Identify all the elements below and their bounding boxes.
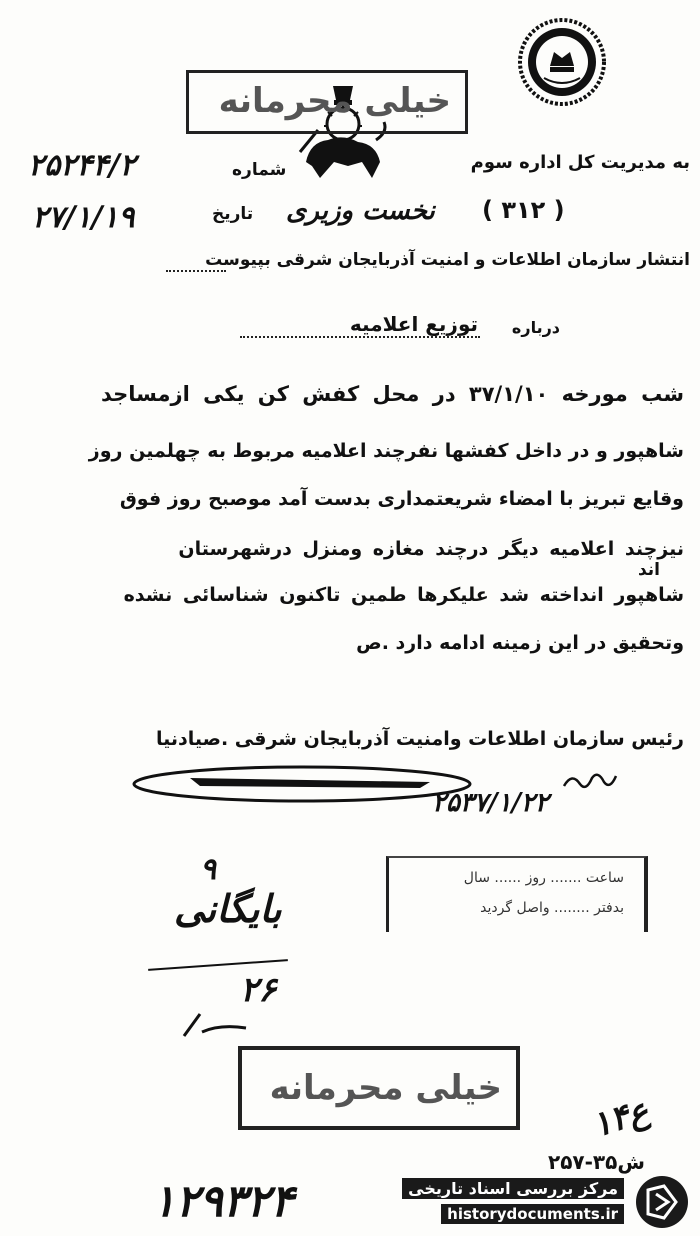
margin-note: ۱۴ع <box>587 1090 654 1146</box>
top-stamp-text: خیلی محرمانه <box>218 81 451 121</box>
signature-line: رئیس سازمان اطلاعات وامنیت آذربایجان شرقی .صیادنیا <box>155 728 684 750</box>
top-classification-stamp <box>186 70 468 134</box>
body-line-1: شب مورخه ۳۷/۱/۱۰ در محل کفش کن یکی ازمساجد <box>101 382 684 406</box>
sender-dotted-line <box>166 270 226 272</box>
hand-note-count: ۲۶ <box>240 970 277 1010</box>
watermark-url: historydocuments.ir <box>441 1204 624 1224</box>
body-line-6: وتحقیق در این زمینه ادامه دارد .ص <box>356 632 684 654</box>
receipt-stamp <box>386 856 648 932</box>
watermark-logo <box>634 1174 690 1230</box>
bottom-stamp-text: خیلی محرمانه <box>269 1068 502 1108</box>
body-insert-word: اند <box>637 560 660 580</box>
signature-scribble <box>560 768 620 794</box>
receipt-line-2: بدفتر ........ واصل گردید <box>480 900 624 916</box>
round-seal-emblem <box>518 18 606 106</box>
hand-stroke <box>180 1010 250 1040</box>
body-line-2: شاهپور و در داخل کفشها نفرچند اعلامیه مربوط به چهلمین روز <box>88 440 684 462</box>
subject-value: توزیع اعلامیه <box>349 312 478 336</box>
body-line-4: نیزچند اعلامیه دیگر درچند مغازه ومنزل درشهرستان <box>178 538 684 560</box>
number-value: ۲۵۲۴۴/۲ <box>28 148 136 183</box>
office-title: نخست وزیری <box>286 196 435 226</box>
watermark-title: مرکز بررسی اسناد تاریخی <box>402 1178 624 1199</box>
file-code: ۲۵۷-۳۵ش <box>548 1150 645 1174</box>
serial-number: ۱۲۹۳۲۴ <box>152 1176 294 1227</box>
number-label: شماره <box>232 160 287 180</box>
addressee: به مدیریت کل اداره سوم <box>470 152 690 173</box>
body-line-3: وقایع تبریز با امضاء شریعتمداری بدست آمد موصبح روز فوق <box>119 488 684 510</box>
hand-note-archive: بایگانی <box>174 886 282 931</box>
date-label: تاریخ <box>212 204 254 224</box>
receipt-line-1: ساعت ....... روز ...... سال <box>463 870 624 886</box>
sender-line: انتشار سازمان اطلاعات و امنیت آذربایجان شرقی بپیوست <box>205 250 690 270</box>
redaction-oval <box>130 764 474 804</box>
received-date-note: ۲۵۳۷/۱/۲۲ <box>432 788 549 818</box>
watermark <box>410 1174 700 1230</box>
hand-note-number: ۹ <box>200 852 217 887</box>
subject-dotted-line <box>240 336 480 338</box>
document-code: ( ۳۱۲ ) <box>482 196 565 224</box>
subject-label: درباره <box>511 318 560 337</box>
bottom-classification-stamp <box>238 1046 520 1130</box>
date-value: ۲۷/۱/۱۹ <box>32 200 135 235</box>
body-line-5: شاهپور انداخته شد علیکرها طمین تاکنون شناسائی نشده <box>123 584 684 606</box>
